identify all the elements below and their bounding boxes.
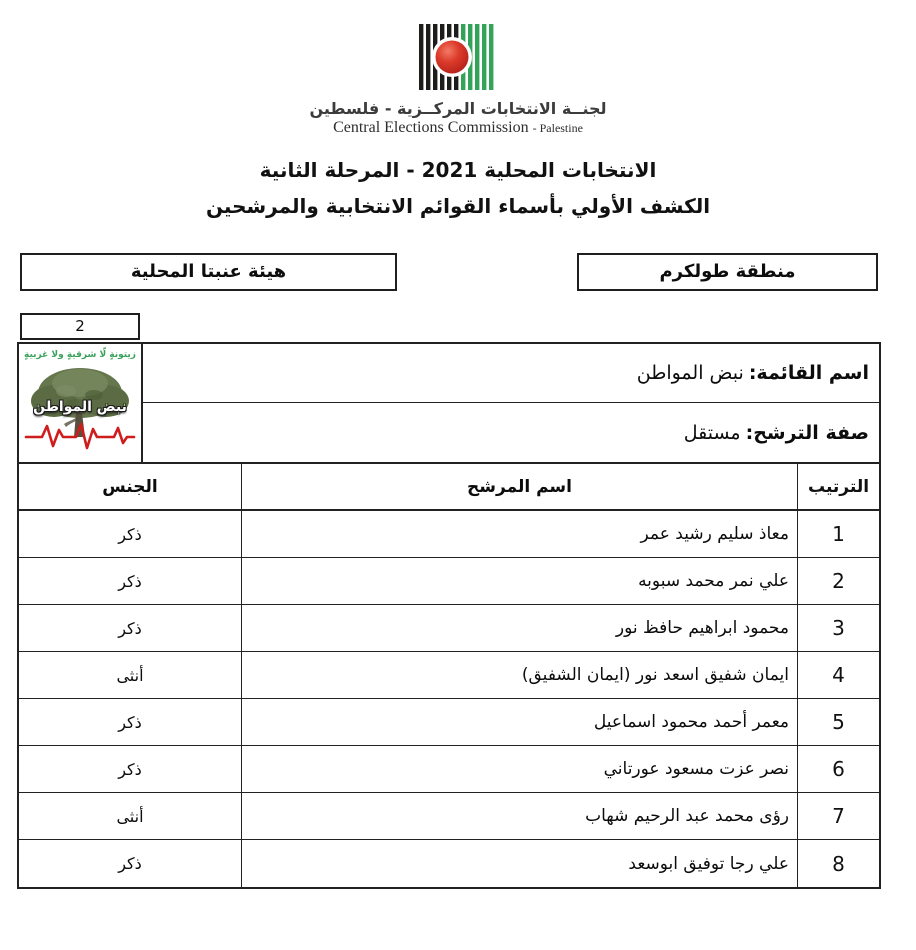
list-number-box (20, 313, 140, 340)
cell-order: 8 (797, 840, 879, 887)
list-name-label: اسم القائمة: (748, 362, 869, 384)
table-row (19, 746, 879, 793)
cell-name: علي رجا توفيق ابوسعد (241, 840, 797, 887)
locality-box (20, 253, 397, 291)
table-row (19, 699, 879, 746)
table-row (19, 605, 879, 652)
cell-gender: ذكر (118, 618, 142, 638)
cell-name: معمر أحمد محمود اسماعيل (241, 699, 797, 745)
table-header-row (19, 464, 879, 511)
document-header (0, 0, 916, 137)
candidacy-type-row (143, 403, 879, 462)
cell-name: محمود ابراهيم حافظ نور (241, 605, 797, 651)
org-name-arabic: لجنــة الانتخابات المركــزية - فلسطين (309, 99, 607, 118)
table-row (19, 793, 879, 840)
page-title-line1: الانتخابات المحلية 2021 - المرحلة الثانية (259, 158, 657, 182)
olive-tree-icon (24, 361, 136, 457)
list-name-row (143, 344, 879, 403)
list-info-column (141, 344, 879, 462)
cell-name: رؤى محمد عبد الرحيم شهاب (241, 793, 797, 839)
table-row (19, 511, 879, 558)
candidates-table (17, 342, 881, 889)
list-info-row (19, 344, 879, 464)
page-title-line2: الكشف الأولي بأسماء القوائم الانتخابية والمرشحين (205, 194, 711, 218)
cell-order: 4 (797, 652, 879, 698)
org-name-english (0, 119, 916, 137)
locality-label: هيئة عنبتا المحلية (130, 261, 287, 282)
list-logo-verse: زيتونةٍ لّا شرقيةٍ ولا غربيةٍ (24, 350, 136, 360)
org-name-english-main: Central Elections Commission (333, 119, 533, 136)
cell-gender: أنثى (116, 806, 144, 826)
column-header-order: الترتيب (797, 464, 879, 509)
cec-logo-icon (419, 24, 497, 94)
cell-gender: ذكر (118, 759, 142, 779)
list-number: 2 (75, 317, 85, 335)
district-box (577, 253, 878, 291)
column-header-gender: الجنس (102, 476, 158, 497)
cell-order: 6 (797, 746, 879, 792)
cell-order: 3 (797, 605, 879, 651)
cell-name: معاذ سليم رشيد عمر (241, 511, 797, 557)
cell-name: علي نمر محمد سبوبه (241, 558, 797, 604)
cell-name: ايمان شفيق اسعد نور (ايمان الشفيق) (241, 652, 797, 698)
table-row (19, 558, 879, 605)
cell-gender: ذكر (118, 854, 142, 873)
candidacy-type-value: مستقل (683, 421, 741, 444)
document-titles (0, 158, 916, 218)
cell-gender: ذكر (118, 524, 142, 544)
table-row (19, 840, 879, 887)
list-logo-cell (19, 344, 141, 462)
cell-gender: أنثى (116, 665, 144, 685)
list-logo-name: نبض المواطن (33, 399, 127, 415)
cell-order: 2 (797, 558, 879, 604)
cell-order: 1 (797, 511, 879, 557)
candidacy-type-label: صفة الترشح: (745, 421, 869, 444)
cell-order: 7 (797, 793, 879, 839)
org-name-english-sub: - Palestine (532, 121, 583, 135)
cell-name: نصر عزت مسعود عورتاني (241, 746, 797, 792)
table-row (19, 652, 879, 699)
list-name-value: نبض المواطن (636, 362, 744, 384)
cell-gender: ذكر (118, 712, 142, 732)
column-header-name: اسم المرشح (241, 464, 797, 509)
cell-order: 5 (797, 699, 879, 745)
region-row (0, 253, 916, 291)
cell-gender: ذكر (118, 571, 142, 591)
district-label: منطقة طولكرم (659, 261, 796, 282)
